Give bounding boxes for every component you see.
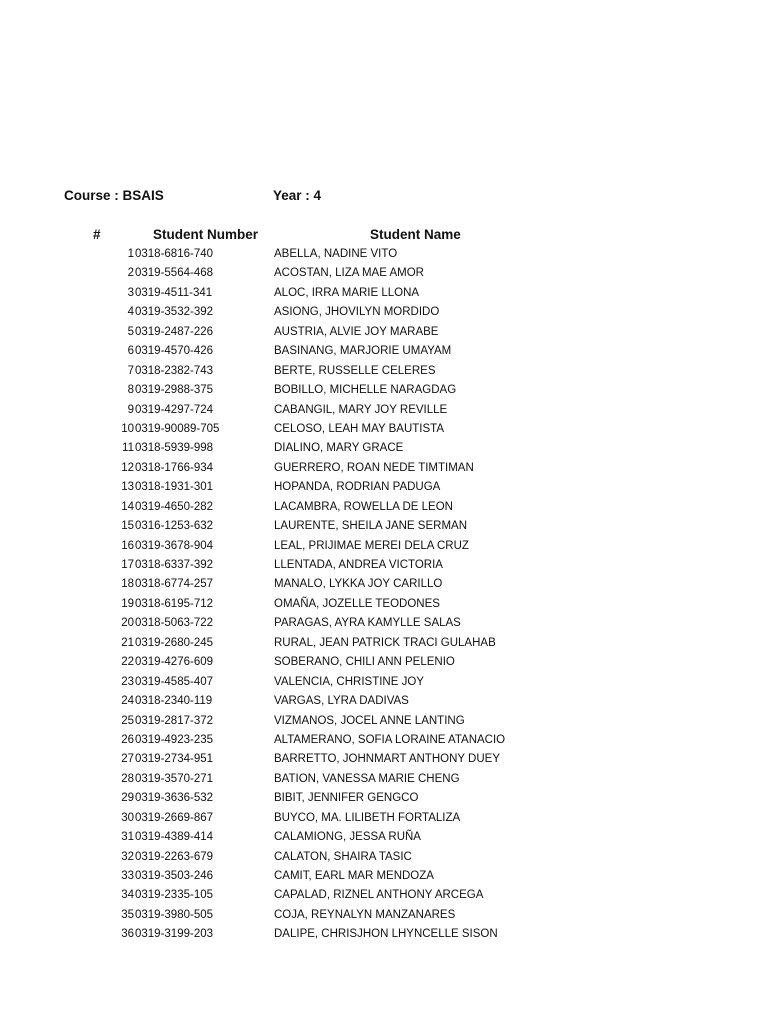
student-name: ALTAMERANO, SOFIA LORAINE ATANACIO	[274, 733, 506, 746]
student-number: 0318-6195-712	[135, 597, 214, 610]
column-header-student-number: Student Number	[153, 227, 259, 242]
row-number: 26	[121, 733, 134, 746]
row-number: 13	[121, 481, 134, 494]
row-number: 3	[127, 286, 134, 299]
student-name: CAPALAD, RIZNEL ANTHONY ARCEGA	[274, 889, 484, 902]
row-number: 9	[127, 403, 134, 416]
row-number: 31	[121, 831, 134, 844]
student-number: 0319-4389-414	[135, 831, 214, 844]
student-name: CABANGIL, MARY JOY REVILLE	[274, 403, 448, 416]
row-number: 7	[127, 364, 134, 377]
row-number: 36	[121, 928, 134, 941]
table-row	[0, 343, 768, 362]
student-number: 0319-3636-532	[135, 792, 214, 805]
student-number: 0318-1931-301	[135, 481, 214, 494]
student-number: 0316-1253-632	[135, 520, 214, 533]
table-row	[0, 304, 768, 323]
student-name: CALAMIONG, JESSA RUÑA	[274, 831, 421, 844]
table-row	[0, 324, 768, 343]
row-number: 14	[121, 500, 134, 513]
student-list	[0, 246, 768, 946]
student-number: 0319-3570-271	[135, 772, 214, 785]
table-row	[0, 868, 768, 887]
table-row	[0, 460, 768, 479]
student-name: SOBERANO, CHILI ANN PELENIO	[274, 656, 455, 669]
table-row	[0, 713, 768, 732]
student-name: ASIONG, JHOVILYN MORDIDO	[274, 306, 440, 319]
row-number: 1	[127, 248, 134, 260]
student-number: 0319-3532-392	[135, 306, 214, 319]
table-row	[0, 732, 768, 751]
student-number: 0319-2817-372	[135, 714, 214, 727]
table-row	[0, 907, 768, 926]
student-number: 0319-2680-245	[135, 636, 214, 649]
table-row	[0, 246, 768, 265]
student-number: 0318-6337-392	[135, 559, 214, 571]
table-row	[0, 285, 768, 304]
table-row	[0, 363, 768, 382]
student-name: CELOSO, LEAH MAY BAUTISTA	[274, 422, 444, 435]
student-number: 0319-4297-724	[135, 403, 214, 416]
row-number: 4	[127, 306, 134, 319]
row-number: 16	[121, 539, 134, 552]
row-number: 15	[121, 520, 134, 533]
row-number: 25	[121, 714, 134, 727]
table-row	[0, 518, 768, 537]
table-row	[0, 265, 768, 284]
student-name: LLENTADA, ANDREA VICTORIA	[274, 559, 443, 571]
student-name: GUERRERO, ROAN NEDE TIMTIMAN	[274, 461, 474, 474]
student-number: 0319-2335-105	[135, 889, 214, 902]
table-row	[0, 499, 768, 518]
row-number: 17	[121, 559, 134, 571]
student-name: DIALINO, MARY GRACE	[274, 442, 404, 455]
student-number: 0318-2382-743	[135, 364, 214, 377]
student-name: CAMIT, EARL MAR MENDOZA	[274, 870, 434, 882]
student-name: BASINANG, MARJORIE UMAYAM	[274, 345, 452, 358]
table-row	[0, 557, 768, 576]
student-name: BATION, VANESSA MARIE CHENG	[274, 772, 460, 785]
student-number: 0319-3199-203	[135, 928, 214, 941]
student-number: 0318-5939-998	[135, 442, 214, 455]
student-number: 0318-1766-934	[135, 461, 214, 474]
student-number: 0319-2263-679	[135, 850, 214, 863]
row-number: 28	[121, 772, 134, 785]
student-name: RURAL, JEAN PATRICK TRACI GULAHAB	[274, 636, 496, 649]
table-row	[0, 693, 768, 712]
student-number: 0319-5564-468	[135, 267, 214, 280]
row-number: 6	[127, 345, 134, 358]
student-number: 0319-4585-407	[135, 675, 214, 688]
student-name: BARRETTO, JOHNMART ANTHONY DUEY	[274, 753, 500, 766]
table-row	[0, 790, 768, 809]
table-row	[0, 674, 768, 693]
student-number: 0319-3503-246	[135, 870, 214, 882]
row-number: 21	[121, 636, 134, 649]
student-number: 0319-2734-951	[135, 753, 214, 766]
student-number: 0319-4923-235	[135, 733, 214, 746]
student-name: ACOSTAN, LIZA MAE AMOR	[274, 267, 424, 280]
student-name: CALATON, SHAIRA TASIC	[274, 850, 412, 863]
table-row	[0, 635, 768, 654]
table-row	[0, 887, 768, 906]
student-number: 0319-3980-505	[135, 908, 214, 921]
student-number: 0319-3678-904	[135, 539, 214, 552]
row-number: 8	[127, 384, 134, 397]
student-name: BUYCO, MA. LILIBETH FORTALIZA	[274, 811, 461, 824]
table-row	[0, 538, 768, 557]
row-number: 27	[121, 753, 134, 766]
student-name: PARAGAS, AYRA KAMYLLE SALAS	[274, 617, 461, 630]
student-number: 0319-2487-226	[135, 325, 214, 338]
year-label: Year : 4	[273, 188, 322, 203]
student-name: DALIPE, CHRISJHON LHYNCELLE SISON	[274, 928, 498, 941]
course-label: Course : BSAIS	[64, 188, 164, 203]
student-name: COJA, REYNALYN MANZANARES	[274, 908, 456, 921]
table-row	[0, 479, 768, 498]
table-row	[0, 829, 768, 848]
student-number: 0319-4511-341	[135, 286, 213, 299]
table-row	[0, 402, 768, 421]
row-number: 5	[127, 325, 134, 338]
table-row	[0, 596, 768, 615]
table-row	[0, 615, 768, 634]
student-name: VARGAS, LYRA DADIVAS	[274, 695, 409, 708]
student-number: 0319-90089-705	[135, 422, 220, 435]
row-number: 33	[121, 870, 134, 882]
table-row	[0, 654, 768, 673]
row-number: 22	[121, 656, 134, 669]
row-number: 2	[127, 267, 134, 280]
student-number: 0318-2340-119	[135, 695, 213, 708]
student-number: 0319-4650-282	[135, 500, 214, 513]
row-number: 32	[121, 850, 134, 863]
table-row	[0, 849, 768, 868]
table-row	[0, 421, 768, 440]
student-name: BOBILLO, MICHELLE NARAGDAG	[274, 384, 457, 397]
student-name: VALENCIA, CHRISTINE JOY	[274, 675, 424, 688]
row-number: 34	[121, 889, 134, 902]
table-row	[0, 440, 768, 459]
row-number: 23	[121, 675, 134, 688]
student-name: VIZMANOS, JOCEL ANNE LANTING	[274, 714, 465, 727]
student-number: 0318-6816-740	[135, 248, 214, 260]
row-number: 19	[121, 597, 134, 610]
column-header-student-name: Student Name	[370, 227, 461, 242]
student-number: 0319-4276-609	[135, 656, 214, 669]
table-row	[0, 382, 768, 401]
table-row	[0, 751, 768, 770]
row-number: 18	[121, 578, 134, 591]
student-name: MANALO, LYKKA JOY CARILLO	[274, 578, 443, 591]
table-row	[0, 926, 768, 945]
student-name: LACAMBRA, ROWELLA DE LEON	[274, 500, 453, 513]
column-header-number: #	[93, 227, 101, 242]
row-number: 11	[122, 442, 134, 455]
student-name: LEAL, PRIJIMAE MEREI DELA CRUZ	[274, 539, 469, 552]
student-name: BIBIT, JENNIFER GENGCO	[274, 792, 419, 805]
student-name: ABELLA, NADINE VITO	[274, 248, 398, 260]
student-name: BERTE, RUSSELLE CELERES	[274, 364, 436, 377]
student-name: OMAÑA, JOZELLE TEODONES	[274, 597, 440, 610]
row-number: 10	[121, 422, 134, 435]
student-number: 0318-6774-257	[135, 578, 214, 591]
row-number: 12	[121, 461, 134, 474]
student-name: ALOC, IRRA MARIE LLONA	[274, 286, 420, 299]
table-row	[0, 771, 768, 790]
row-number: 29	[121, 792, 134, 805]
student-number: 0319-2669-867	[135, 811, 214, 824]
row-number: 35	[121, 908, 134, 921]
student-number: 0318-5063-722	[135, 617, 214, 630]
row-number: 30	[121, 811, 134, 824]
student-name: LAURENTE, SHEILA JANE SERMAN	[274, 520, 467, 533]
student-number: 0319-4570-426	[135, 345, 214, 358]
student-name: HOPANDA, RODRIAN PADUGA	[274, 481, 441, 494]
student-name: AUSTRIA, ALVIE JOY MARABE	[274, 325, 439, 338]
student-number: 0319-2988-375	[135, 384, 214, 397]
row-number: 20	[121, 617, 134, 630]
table-row	[0, 810, 768, 829]
table-row	[0, 576, 768, 595]
row-number: 24	[121, 695, 134, 708]
